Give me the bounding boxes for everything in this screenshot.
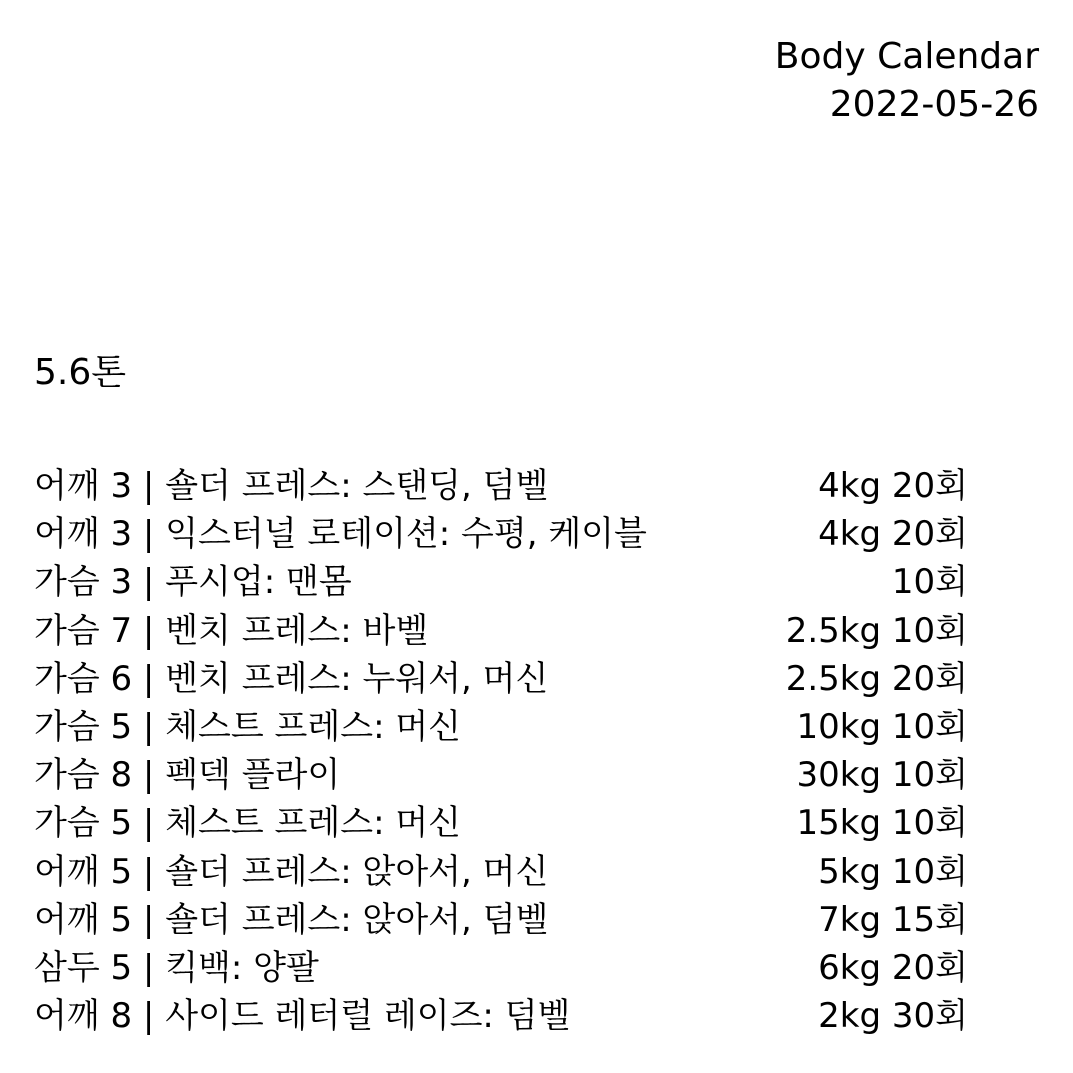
exercise-list: [34, 462, 968, 1040]
list-item: [34, 703, 968, 751]
app-title: Body Calendar: [774, 36, 1039, 77]
exercise-name: 가슴 7 | 벤치 프레스: 바벨: [34, 610, 429, 651]
list-item: [34, 896, 968, 944]
exercise-name: 가슴 5 | 체스트 프레스: 머신: [34, 803, 462, 844]
exercise-name: 어깨 8 | 사이드 레터럴 레이즈: 덤벨: [34, 996, 571, 1037]
exercise-name: 삼두 5 | 킥백: 양팔: [34, 947, 319, 988]
exercise-name: 어깨 3 | 숄더 프레스: 스탠딩, 덤벨: [34, 466, 549, 506]
exercise-amount: 2.5kg 10회: [785, 610, 968, 651]
list-item: [34, 848, 968, 896]
exercise-name: 가슴 3 | 푸시업: 맨몸: [34, 562, 352, 603]
exercise-amount: 5kg 10회: [818, 851, 968, 892]
exercise-amount: 15kg 10회: [796, 803, 968, 844]
list-item: [34, 992, 968, 1040]
total-volume: 5.6톤: [34, 352, 127, 393]
list-item: [34, 799, 968, 847]
list-item: [34, 510, 968, 558]
exercise-amount: 10kg 10회: [796, 706, 968, 747]
exercise-amount: 2.5kg 20회: [785, 658, 968, 699]
exercise-name: 가슴 6 | 벤치 프레스: 누워서, 머신: [34, 658, 549, 699]
exercise-name: 어깨 5 | 숄더 프레스: 앉아서, 덤벨: [34, 899, 549, 940]
header: [775, 33, 1039, 129]
exercise-amount: 4kg 20회: [818, 514, 968, 555]
exercise-amount: 6kg 20회: [818, 947, 968, 988]
exercise-amount: 7kg 15회: [818, 899, 968, 940]
exercise-amount: 2kg 30회: [818, 996, 968, 1037]
list-item: [34, 944, 968, 992]
exercise-amount: 4kg 20회: [818, 466, 968, 506]
list-item: [34, 655, 968, 703]
exercise-amount: 30kg 10회: [796, 755, 968, 796]
list-item: [34, 607, 968, 655]
list-item: [34, 558, 968, 606]
list-item: [34, 462, 968, 510]
list-item: [34, 751, 968, 799]
exercise-name: 어깨 5 | 숄더 프레스: 앉아서, 머신: [34, 851, 549, 892]
exercise-amount: 10회: [891, 562, 968, 603]
exercise-name: 가슴 8 | 펙덱 플라이: [34, 755, 341, 796]
exercise-name: 가슴 5 | 체스트 프레스: 머신: [34, 706, 462, 747]
exercise-name: 어깨 3 | 익스터널 로테이션: 수평, 케이블: [34, 514, 647, 555]
date-label: 2022-05-26: [829, 84, 1039, 125]
